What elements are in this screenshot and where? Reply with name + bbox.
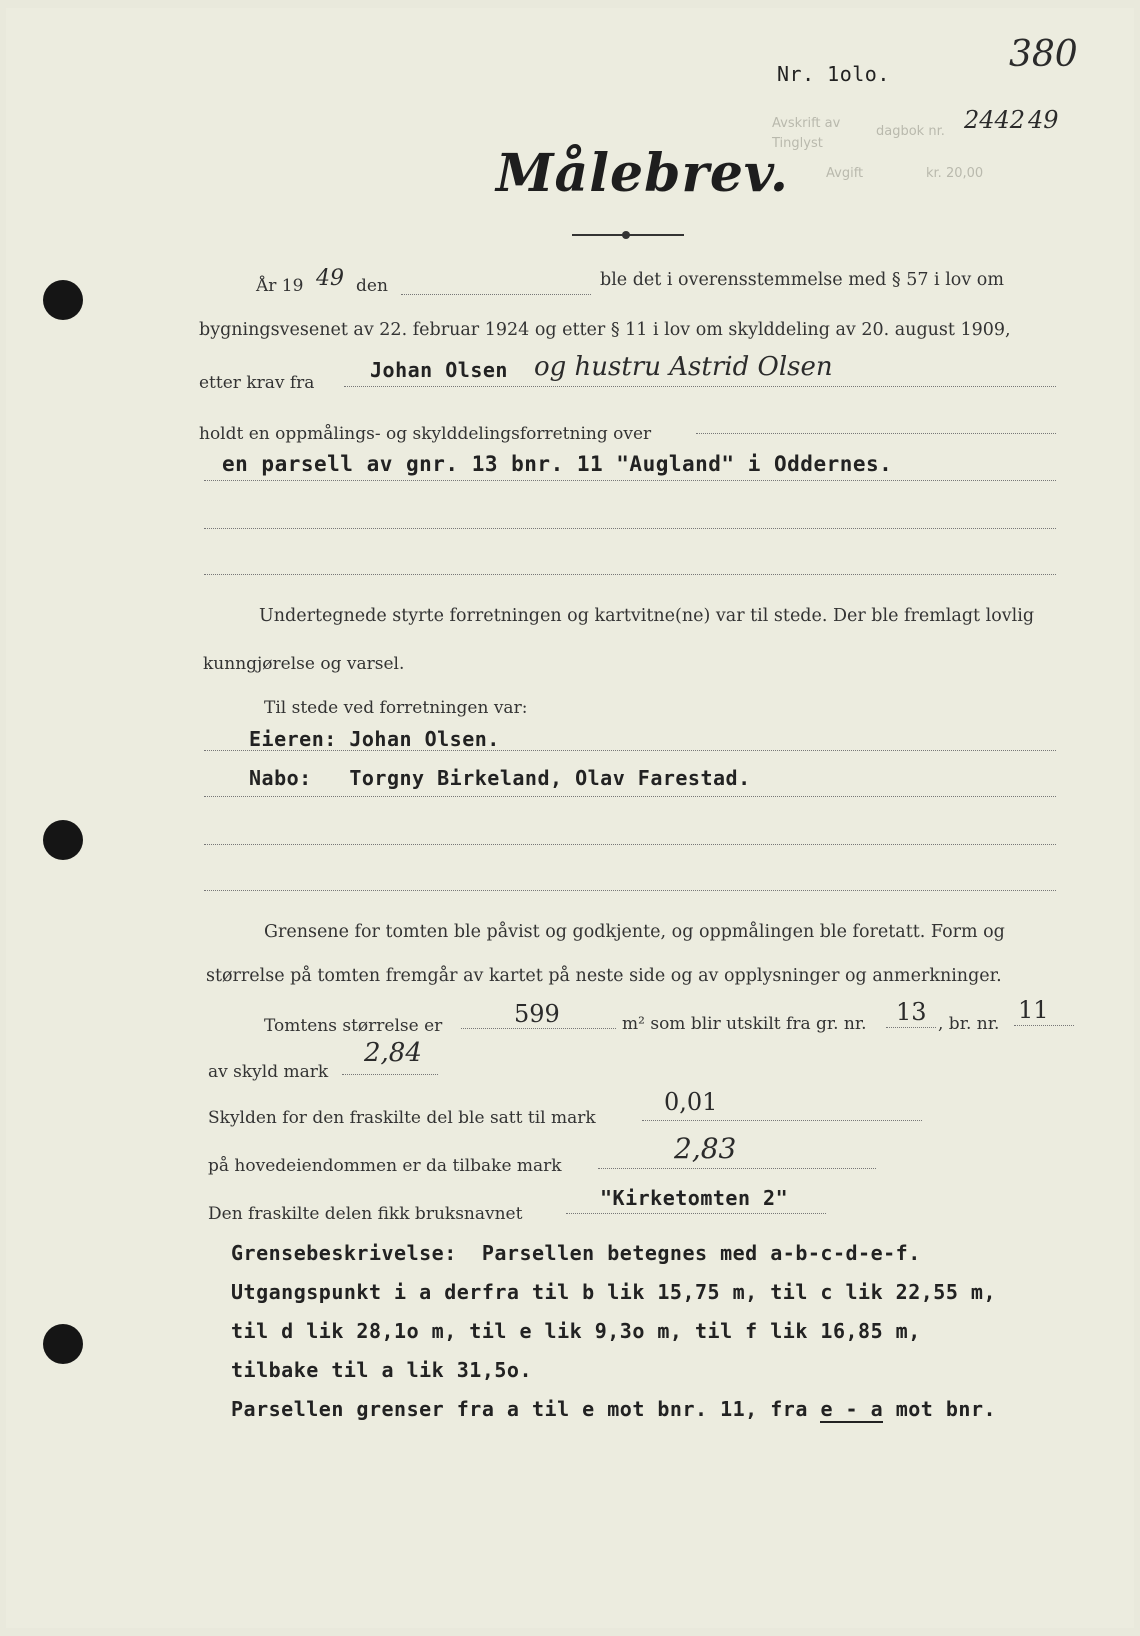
paragraph2-line2: kunngjørelse og varsel. [203,654,405,674]
boundary-line5 [231,1397,996,1421]
gnr-value: 13 [896,998,927,1026]
year-prefix: År 19 [256,276,304,296]
bruksnavn-label: Den fraskilte delen fikk bruksnavnet [208,1204,523,1224]
punch-hole-bottom [43,1324,83,1364]
dagbok-year: 49 [1028,106,1059,134]
requester-typed: Johan Olsen [370,358,508,382]
property-description: en parsell av gnr. 13 bnr. 11 "Augland" i Oddernes. [222,452,893,476]
boundary-segment-e-a: e - a [820,1397,884,1421]
faint-stamp-line: dagbok nr. [876,124,945,139]
document-page [6,8,1134,1628]
skyld-value: 2,84 [364,1038,422,1068]
paragraph1-line1: ble det i overensstemmelse med § 57 i lov om [600,270,1004,290]
punch-hole-middle [43,820,83,860]
blank-field-line [204,574,1056,575]
boundary-line1: Grensebeskrivelse: Parsellen betegnes med a-b-c-d-e-f. [231,1241,921,1265]
paragraph1-line2: bygningsvesenet av 22. februar 1924 og etter § 11 i lov om skylddeling av 20. august 1909, [199,320,1011,340]
requester-field-line [344,386,1056,387]
size-label: Tomtens størrelse er [264,1016,443,1036]
boundary-line3: til d lik 28,1o m, til e lik 9,3o m, til f lik 16,85 m, [231,1319,921,1343]
title-rule-ornament [622,231,630,239]
gnr-field-line [886,1027,936,1028]
neighbors-line: Nabo: Torgny Birkeland, Olav Farestad. [249,766,751,790]
neighbors-field-line [204,796,1056,797]
size-field-line [461,1028,616,1029]
bruksnavn-field-line [566,1213,826,1214]
bnr-label: , br. nr. [938,1014,1000,1034]
holdt-field-line [696,433,1056,434]
bruksnavn-value: "Kirketomten 2" [600,1186,789,1210]
faint-stamp-line: Avgift [826,166,864,181]
blank-field-line [204,890,1056,891]
bnr-field-line [1014,1025,1074,1026]
fraskilt-label: Skylden for den fraskilte del ble satt til mark [208,1108,596,1128]
owner-field-line [204,750,1056,751]
paragraph3-line2: størrelse på tomten fremgår av kartet på neste side og av opplysninger og anmerkninger. [206,966,1002,986]
fraskilt-field-line [642,1120,922,1121]
date-field-line [401,294,591,295]
page-title: Målebrev. [496,143,790,204]
hoved-field-line [598,1168,876,1169]
den-label: den [356,276,388,296]
year-value: 49 [316,266,344,291]
paragraph2-line1: Undertegnede styrte forretningen og kartvitne(ne) var til stede. Der ble fremlagt lovlig [259,606,1035,626]
skyld-label: av skyld mark [208,1062,329,1082]
paragraph3-line1: Grensene for tomten ble påvist og godkjente, og oppmålingen ble foretatt. Form og [264,922,1005,942]
skyld-field-line [342,1074,438,1075]
present-label: Til stede ved forretningen var: [264,698,528,718]
etter-krav-label: etter krav fra [199,373,315,393]
requester-handwritten: og hustru Astrid Olsen [534,352,833,382]
holdt-label: holdt en oppmålings- og skylddelingsforretning over [199,424,652,444]
boundary-line5-start: Parsellen grenser fra a til e mot bnr. 11, fra [231,1397,821,1421]
dagbok-number: 2442 [964,106,1026,134]
bnr-value: 11 [1018,996,1049,1024]
owner-line: Eieren: Johan Olsen. [249,727,500,751]
document-number: Nr. 1olo. [777,62,890,86]
blank-field-line [204,844,1056,845]
fraskilt-value: 0,01 [664,1088,718,1116]
size-value: 599 [514,1000,560,1028]
hoved-value: 2,83 [674,1132,737,1165]
faint-stamp-line: Avskrift av [772,116,841,131]
faint-stamp-line: kr. 20,00 [926,166,984,181]
boundary-line2: Utgangspunkt i a derfra til b lik 15,75 m, til c lik 22,55 m, [231,1280,997,1304]
hoved-label: på hovedeiendommen er da tilbake mark [208,1156,562,1176]
faint-stamp-line: Tinglyst [772,136,823,151]
punch-hole-top [43,280,83,320]
page-number: 380 [1009,34,1078,75]
blank-field-line [204,528,1056,529]
boundary-line5-end: mot bnr. [883,1397,997,1421]
boundary-line4: tilbake til a lik 31,5o. [231,1358,532,1382]
property-field-line [204,480,1056,481]
size-unit: m² som blir utskilt fra gr. nr. [622,1014,867,1034]
